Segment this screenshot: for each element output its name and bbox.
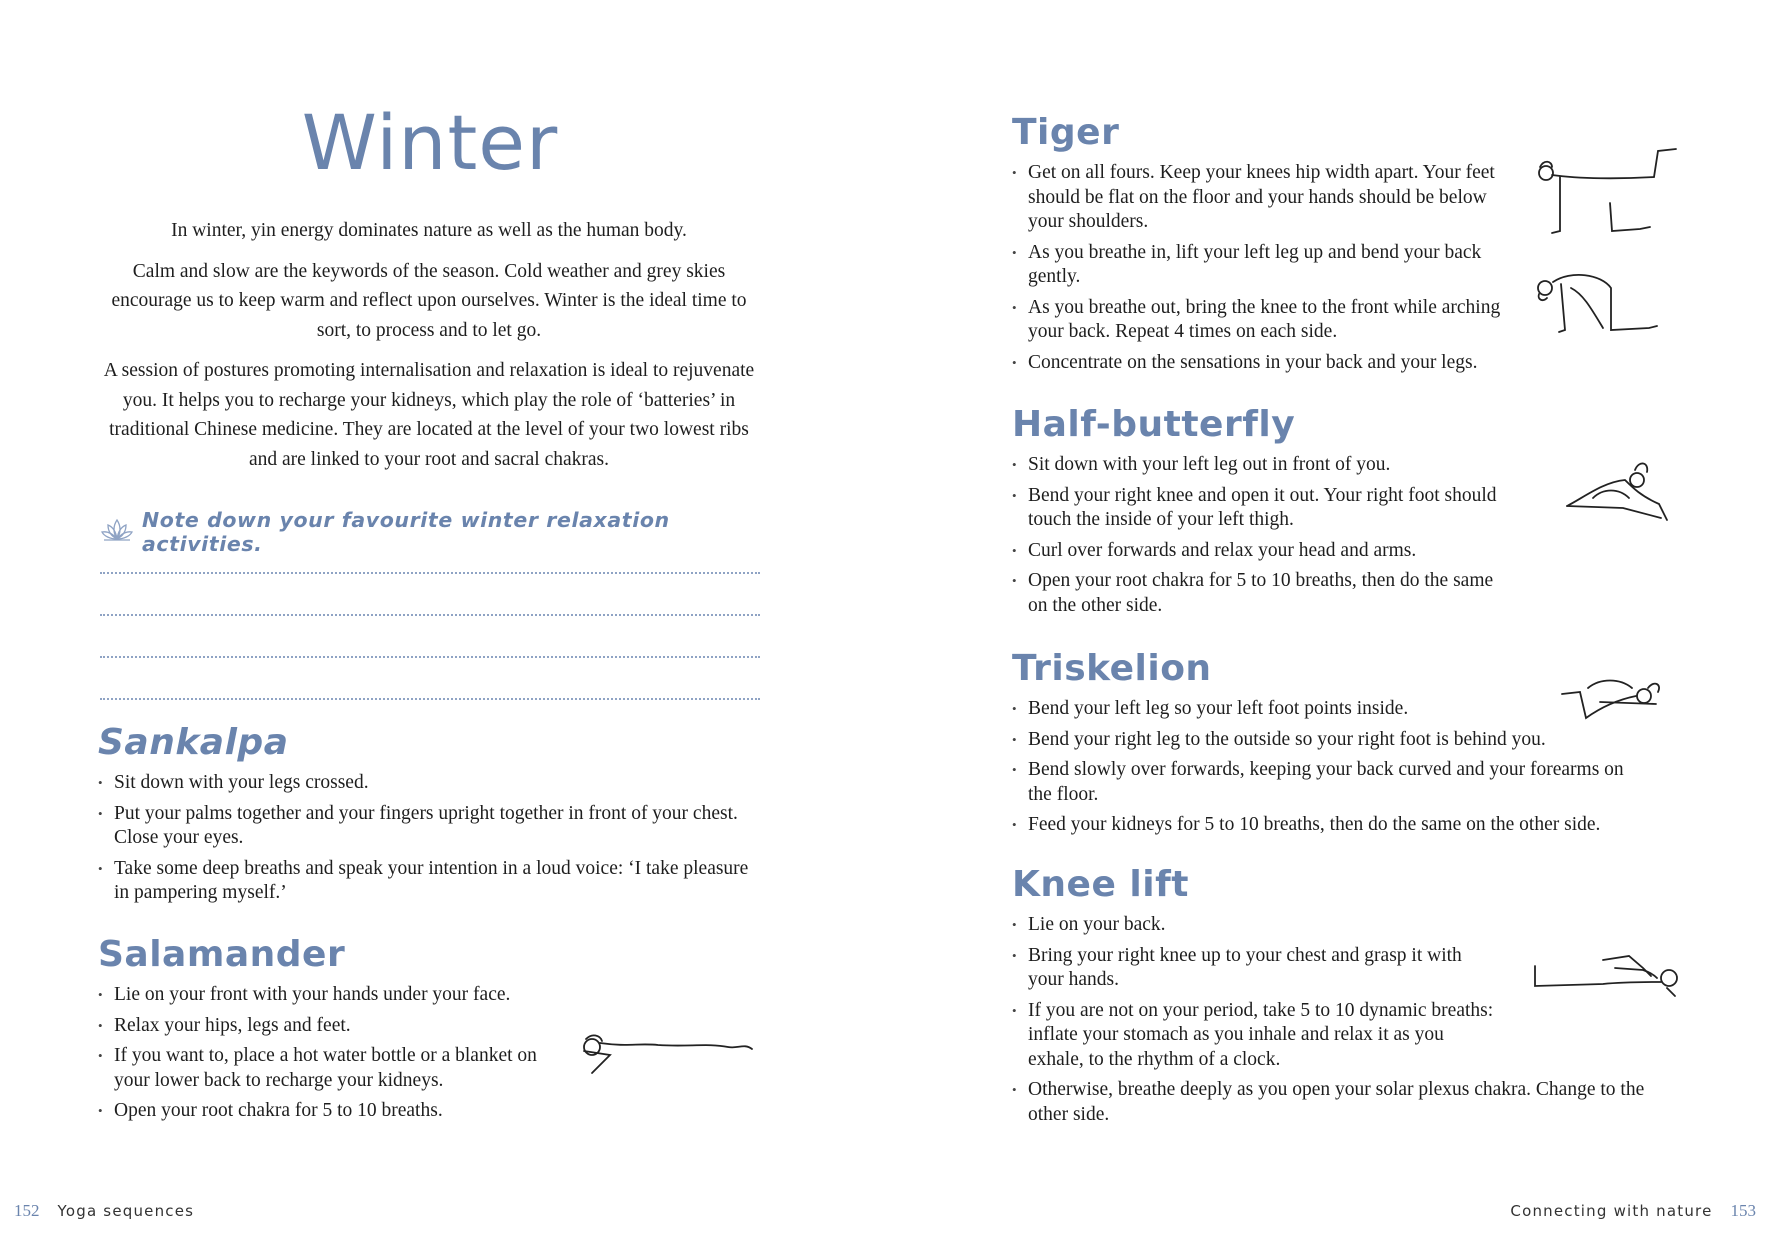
list-item: • Relax your hips, legs and feet.: [98, 1014, 548, 1039]
footer-label: Yoga sequences: [57, 1202, 195, 1220]
salamander-section: [98, 934, 548, 1130]
writing-lines: [100, 572, 760, 700]
list-item: • As you breathe out, bring the knee to the front while arching your back. Repeat 4 times on each side.: [1012, 296, 1512, 345]
note-prompt: [100, 508, 760, 556]
right-page: [883, 0, 1766, 1250]
intro-paragraph: In winter, yin energy dominates nature as well as the human body.: [171, 220, 687, 241]
sankalpa-section: [98, 722, 758, 912]
tiger-arch-illustration: [1531, 268, 1681, 338]
instruction-list: [1012, 913, 1645, 1127]
tiger-section: [1012, 112, 1512, 381]
list-item: • Sit down with your legs crossed.: [98, 771, 758, 796]
section-title: Tiger: [1012, 112, 1120, 153]
instruction-list: [98, 983, 548, 1124]
page-title: Winter: [301, 98, 559, 187]
list-item: • As you breathe in, lift your left leg up and bend your back gently.: [1012, 241, 1512, 290]
page-number: 153: [1730, 1201, 1756, 1220]
list-item: • Concentrate on the sensations in your back and your legs.: [1012, 351, 1548, 376]
list-item: • If you are not on your period, take 5 to 10 dynamic breaths: inflate your stomach as you inhale and relax it as you exhale, to the rhythm of a clock.: [1012, 999, 1502, 1073]
list-item: • Bend your right leg to the outside so your right foot is behind you.: [1012, 728, 1652, 753]
triskelion-section: [1012, 648, 1652, 844]
section-title: Sankalpa: [98, 722, 289, 763]
half-butterfly-section: [1012, 404, 1502, 624]
triskelion-pose-illustration: [1560, 672, 1670, 722]
list-item: • Feed your kidneys for 5 to 10 breaths, then do the same on the other side.: [1012, 813, 1652, 838]
salamander-pose-illustration: [578, 1025, 758, 1080]
page-footer: [14, 1201, 194, 1221]
list-item: • If you want to, place a hot water bottle or a blanket on your lower back to recharge your kidneys.: [98, 1044, 548, 1093]
intro-paragraph: Calm and slow are the keywords of the season. Cold weather and grey skies encourage us to keep warm and reflect upon ourselves. Winter is the ideal time to sort, to process and to let go.: [111, 260, 747, 341]
instruction-list: [1012, 453, 1502, 618]
section-title: Knee lift: [1012, 864, 1189, 905]
lotus-icon: [100, 517, 134, 548]
knee-lift-pose-illustration: [1533, 946, 1683, 1006]
list-item: • Take some deep breaths and speak your intention in a loud voice: ‘I take pleasure in pampering myself.’: [98, 857, 758, 906]
writing-line[interactable]: [100, 658, 760, 700]
page-number: 152: [14, 1201, 40, 1220]
list-item: • Curl over forwards and relax your head and arms.: [1012, 539, 1502, 564]
section-title: Salamander: [98, 934, 346, 975]
list-item: • Bend your right knee and open it out. Your right foot should touch the inside of your left thigh.: [1012, 484, 1502, 533]
list-item: • Open your root chakra for 5 to 10 breaths, then do the same on the other side.: [1012, 569, 1502, 618]
list-item: • Put your palms together and your fingers upright together in front of your chest. Close your eyes.: [98, 802, 758, 851]
instruction-list: [1012, 161, 1512, 375]
instruction-list: [1012, 697, 1652, 838]
knee-lift-section: [1012, 864, 1645, 1133]
footer-label: Connecting with nature: [1510, 1202, 1713, 1220]
list-item: • Open your root chakra for 5 to 10 breaths.: [98, 1099, 548, 1124]
list-item: • Bend your left leg so your left foot points inside.: [1012, 697, 1652, 722]
instruction-list: [98, 771, 758, 906]
list-item: • Bend slowly over forwards, keeping your back curved and your forearms on the floor.: [1012, 758, 1652, 807]
section-title: Triskelion: [1012, 648, 1212, 689]
tiger-pose-illustration: [1530, 145, 1680, 240]
page-footer: [1510, 1201, 1756, 1221]
intro-text: [96, 216, 762, 485]
list-item: • Get on all fours. Keep your knees hip width apart. Your feet should be flat on the floor and your hands should be below your shoulders.: [1012, 161, 1512, 235]
list-item: • Lie on your front with your hands under your face.: [98, 983, 548, 1008]
half-butterfly-pose-illustration: [1563, 458, 1673, 523]
list-item: • Bring your right knee up to your chest and grasp it with your hands.: [1012, 944, 1502, 993]
note-text: Note down your favourite winter relaxation activities.: [142, 508, 670, 556]
writing-line[interactable]: [100, 574, 760, 616]
writing-line[interactable]: [100, 616, 760, 658]
intro-paragraph: A session of postures promoting internalisation and relaxation is ideal to rejuvenate you. It helps you to recharge your kidneys, which play the role of ‘batteries’ in traditional Chinese medicine. They are located at the level of your two lowest ribs and are linked to your root and sacral chakras.: [103, 360, 755, 470]
list-item: • Otherwise, breathe deeply as you open your solar plexus chakra. Change to the other side.: [1012, 1078, 1668, 1127]
section-title: Half-butterfly: [1012, 404, 1296, 445]
list-item: • Lie on your back.: [1012, 913, 1502, 938]
list-item: • Sit down with your left leg out in front of you.: [1012, 453, 1502, 478]
